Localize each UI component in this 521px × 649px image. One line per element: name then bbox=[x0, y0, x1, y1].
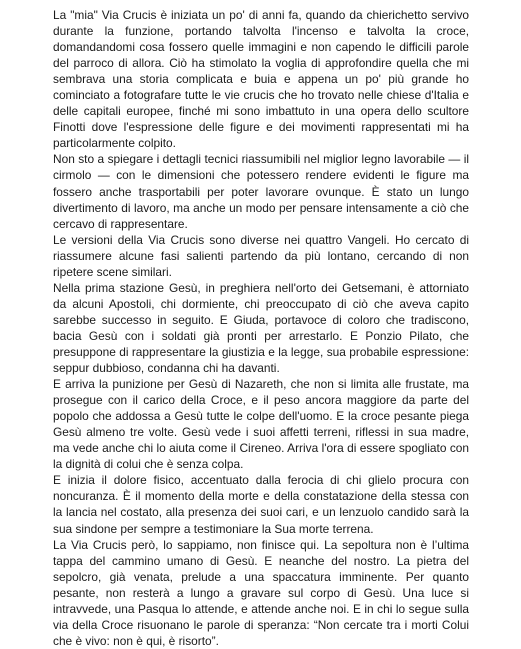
paragraph-2: Non sto a spiegare i dettagli tecnici riassumibili nel miglior legno lavorabile — il cirmolo — con le dimensioni che potessero rendere evidenti le figure ma fossero anche trasportabili per poter lavorare ovunque. È stato un lungo divertimento di lavoro, ma anche un modo per pensare intensamente a ciò che cercavo di rappresentare. bbox=[53, 152, 469, 231]
paragraph-3: Le versioni della Via Crucis sono diverse nei quattro Vangeli. Ho cercato di riassumere alcune fasi salienti partendo da più lontano, cercando di non ripetere scene similari. bbox=[53, 232, 469, 279]
paragraph-1: La "mia" Via Crucis è iniziata un po' di anni fa, quando da chierichetto servivo durante la funzione, portando talvolta l'incenso e talvolta la croce, domandandomi cosa fossero quelle immagini e non capendo le difficili parole del parroco di allora. Ciò ha stimolato la voglia di approfondire quella che mi sembrava una storia complicata e buia e appena un po' più grande ho cominciato a fotografare tutte le vie crucis che ho trovato nelle chiese d'Italia e delle capitali europee, finché mi sono imbattuto in una opera dello scultore Finotti dove l'espressione delle figure e dei movimenti rappresentati mi ha particolarmente colpito. bbox=[53, 8, 469, 151]
paragraph-7: La Via Crucis però, lo sappiamo, non finisce qui. La sepoltura non è l’ultima tappa del cammino umano di Gesù. E neanche del nostro. La pietra del sepolcro, già venata, prelude a una spaccatura imminente. Per quanto pesante, non resterà a lungo a gravare sul corpo di Gesù. Una luce si intravvede, una Pasqua lo attende, e attende anche noi. E in chi lo segue sulla via della Croce risuonano le parole di speranza: “Non cercate tra i morti Colui che è vivo: non è qui, è risorto”. bbox=[53, 537, 469, 648]
document-page bbox=[53, 7, 469, 649]
paragraph-5: E arriva la punizione per Gesù di Nazareth, che non si limita alle frustate, ma prosegue con il carico della Croce, e il peso ancora maggiore da parte del popolo che addossa a Gesù tutte le colpe dell'uomo. E la croce pesante piega Gesù almeno tre volte. Gesù vede i suoi affetti terreni, riflessi in sua madre, ma vede anche chi lo aiuta come il Cireneo. Arriva l'ora di essere spogliato con la dignità di colui che è senza colpa. bbox=[53, 377, 469, 472]
paragraph-4: Nella prima stazione Gesù, in preghiera nell'orto dei Getsemani, è attorniato da alcuni Apostoli, chi dormiente, chi preoccupato di ciò che aveva capito sarebbe successo in seguito. E Giuda, portavoce di coloro che tradiscono, bacia Gesù con i soldati già pronti per arrestarlo. E Ponzio Pilato, che presuppone di rappresentare la giustizia e la legge, sua probabile espressione: seppur dubbioso, condanna chi ha davanti. bbox=[53, 280, 469, 376]
paragraph-6: E inizia il dolore fisico, accentuato dalla ferocia di chi glielo procura con noncuranza. È il momento della morte e della constatazione della stessa con la lancia nel costato, alla presenza dei suoi cari, e un lenzuolo candido sarà la sua sindone per sempre a testimoniare la Sua morte terrena. bbox=[53, 473, 469, 536]
